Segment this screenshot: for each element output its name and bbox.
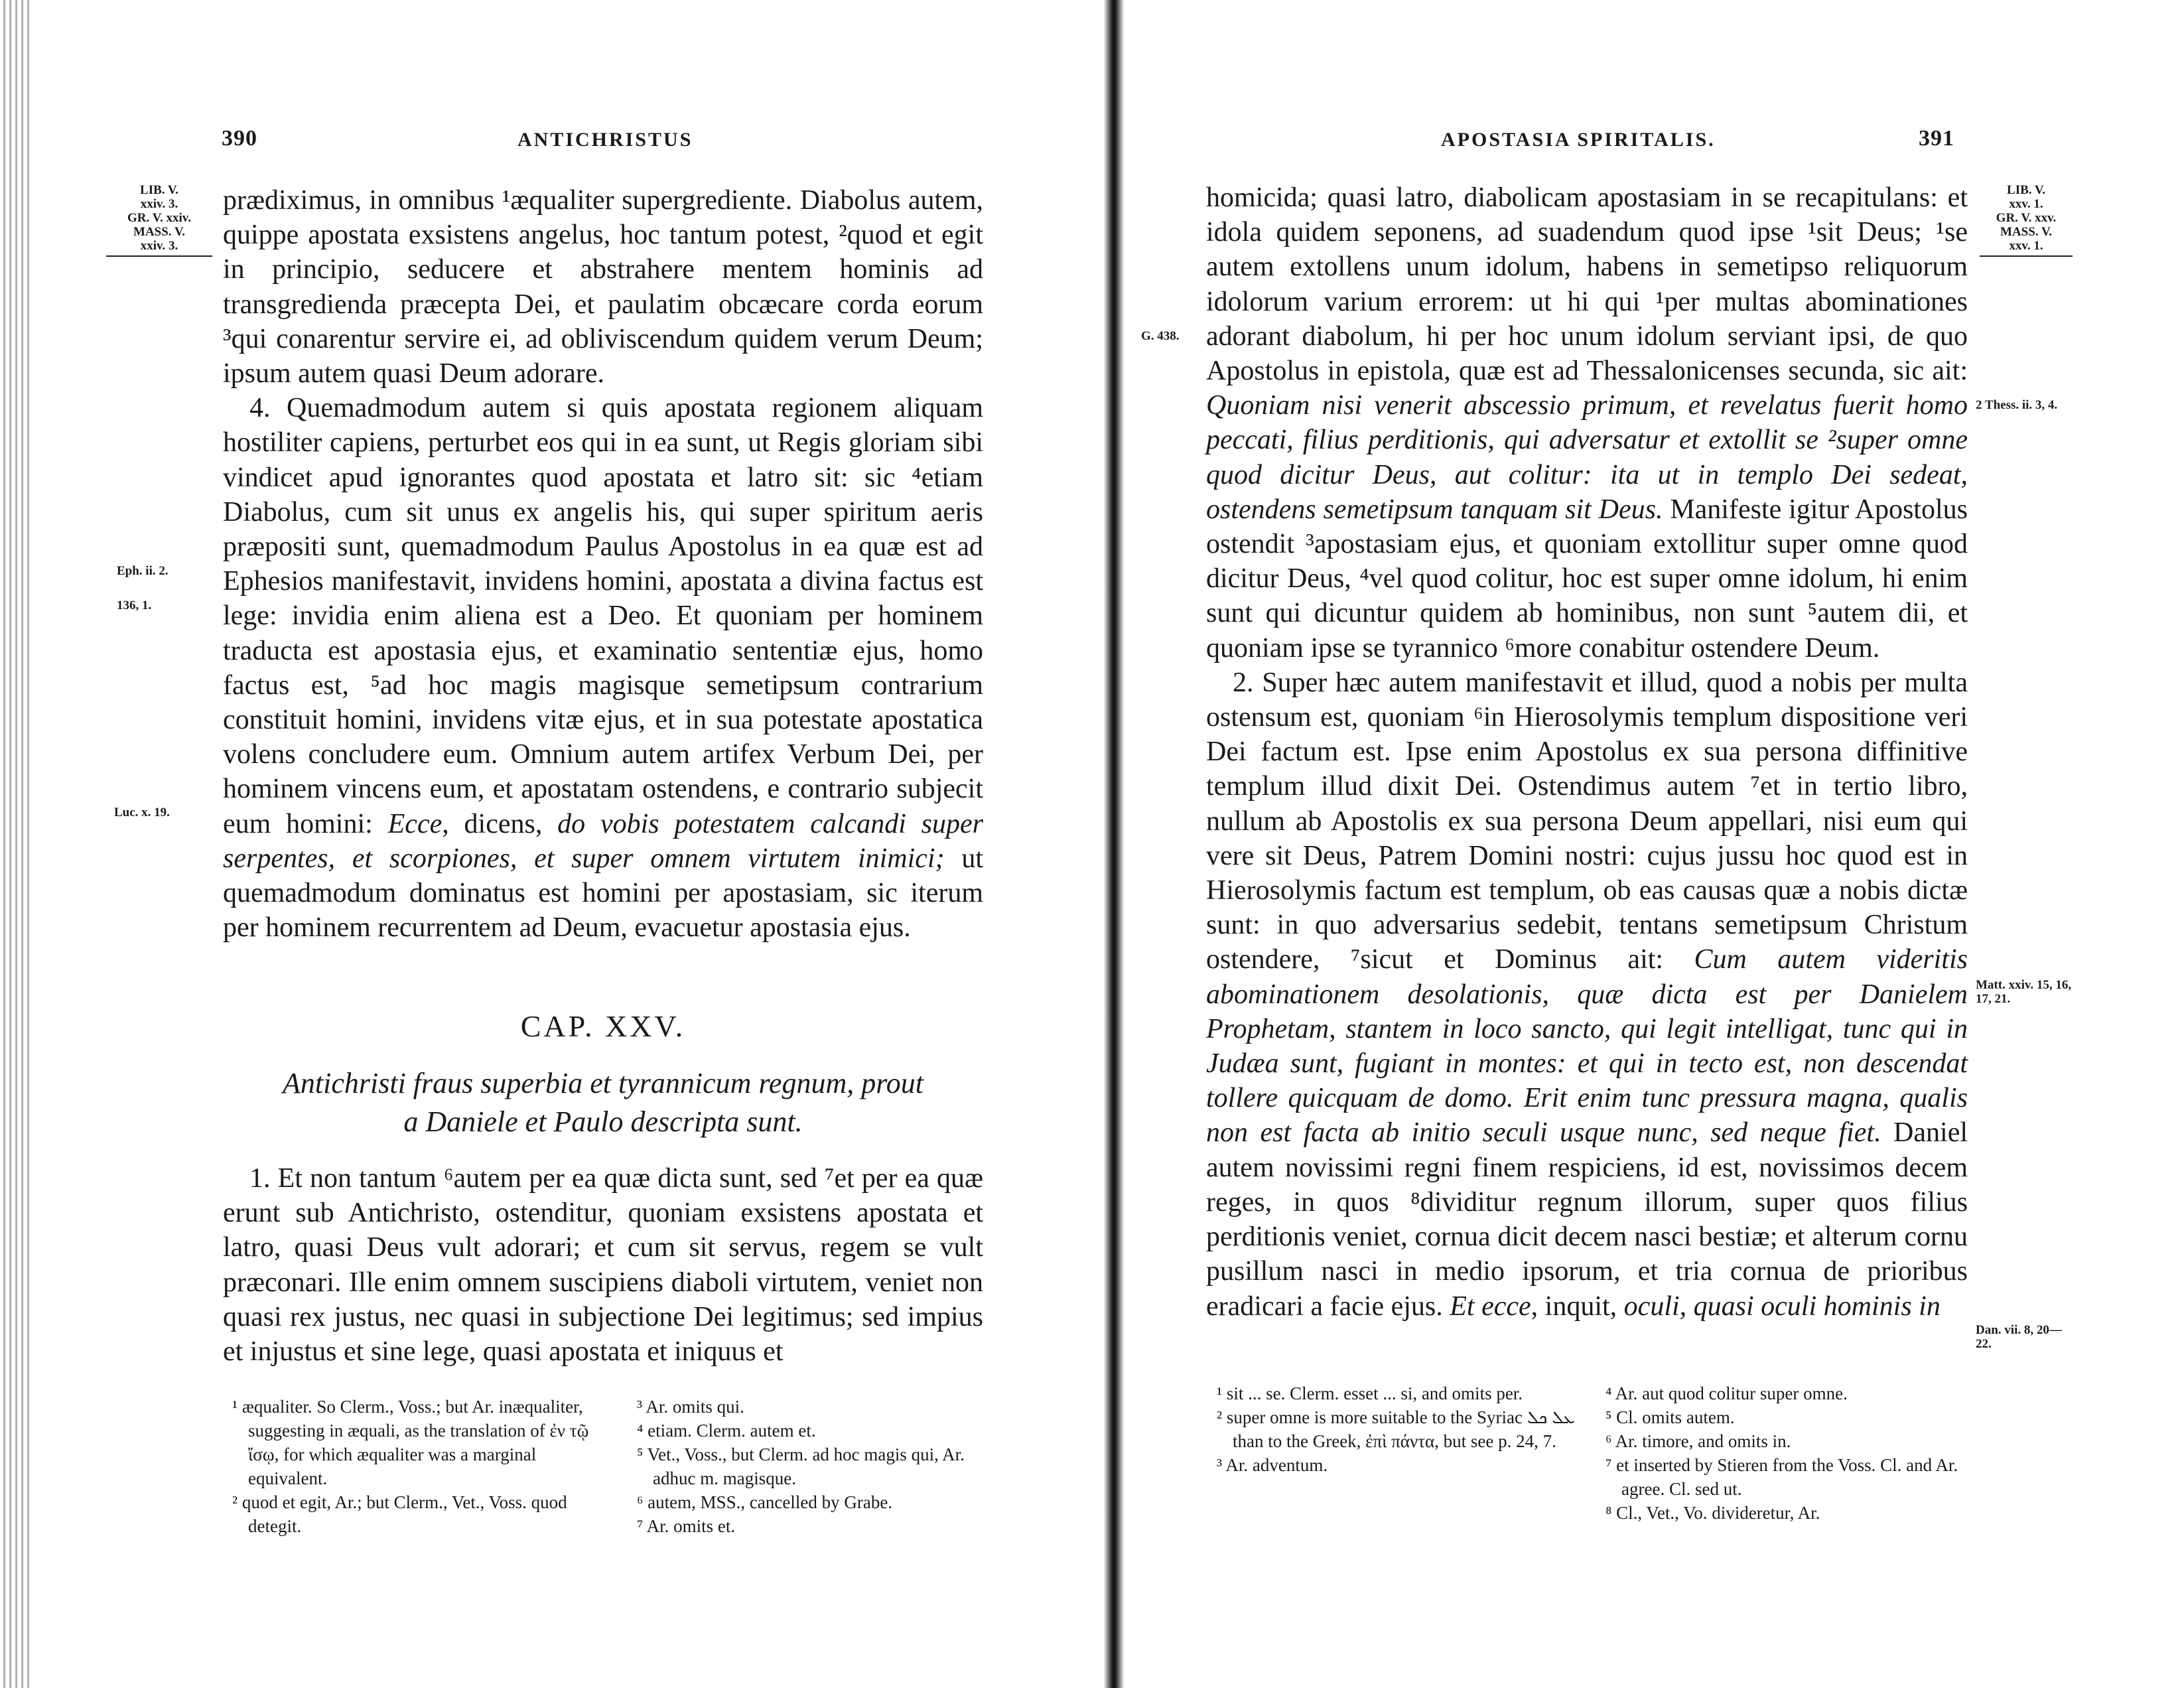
margin-note: LIB. V. [140, 183, 178, 197]
margin-note-grabe-page: G. 438. [1141, 329, 1180, 343]
page-edge-left [0, 0, 29, 1688]
right-body-text [1206, 180, 1968, 1324]
book-gutter [1104, 0, 1124, 1688]
margin-rule [1980, 255, 2073, 257]
margin-note: MASS. V. [133, 225, 185, 239]
footnote: ² super omne is more suitable to the Syriac ܥܠ ܟܠ than to the Greek, ἐπὶ πάντα, but see p. 24, 7. [1217, 1407, 1575, 1451]
paragraph: homicida; quasi latro, diabolicam apostasiam in se recapitulans: et idola quidem seponens, ad suadendum quod ipse ¹sit Deus; ¹se autem extollens unum idolum, habens in semetipso reliquorum idolorum varium errorem: ut hi qui ¹per multas abominationes adorant diabolum, hi per hoc unum idolum serviant ipsi, de quo Apostolus in epistola, quæ est ad Thessalonicenses secunda, sic ait: Quoniam nisi venerit abscessio primum, et revelatus fuerit homo peccati, filius perditionis, qui adversatur et extollit se ²super omne quod dicitur Deus, aut colitur: ita ut in templo Dei sedeat, ostendens semetipsum tanquam sit Deus. Manifeste igitur Apostolus ostendit ³apostasiam ejus, et quoniam extollitur super omne quod dicitur Deus, ⁴vel quod colitur, hoc est super omne idolum, hi enim sunt qui dicuntur quidem ab hominibus, non sunt ⁵autem dii, et quoniam ipse se tyrannico ⁶more conabitur ostendere Deum. [1206, 182, 1968, 664]
margin-note-dan: Dan. vii. 8, 20—22. [1976, 1323, 2062, 1351]
footnote: ¹ sit ... se. Clerm. esset ... si, and omits per. [1217, 1383, 1523, 1403]
footnote: ⁶ Ar. timore, and omits in. [1605, 1431, 1791, 1451]
margin-note: MASS. V. [2000, 225, 2052, 239]
chapter-subtitle: Antichristi fraus superbia et tyrannicum regnum, prout a Daniele et Paulo descripta sunt. [283, 1067, 923, 1138]
footnote: ² quod et egit, Ar.; but Clerm., Vet., Voss. quod detegit. [232, 1492, 567, 1536]
footnotes-left-col2 [637, 1395, 982, 1538]
margin-ref-block-right [1980, 183, 2073, 257]
chapter-heading: CAP. XXV. [520, 1009, 686, 1043]
margin-note: GR. V. xxv. [1996, 211, 2057, 225]
paragraph: 2. Super hæc autem manifestavit et illud, quod a nobis per multa ostensum est, quoniam ⁶in Hierosolymis templum dispositione veri Dei factum est. Ipse enim Apostolus ex sua persona diffinitive templum illud dixit Dei. Ostendimus autem ⁷et in tertio libro, nullum ab Apostolis ex sua persona Deum appellari, nisi eum qui vere sit Deus, Patrem Domini nostri: cujus jussu hoc quod est in Hierosolymis factum est templum, ob eas causas quæ a nobis dictæ sunt: in quo adversarius sedebit, tentans semetipsum Christum ostendere, ⁷sicut et Dominus ait: Cum autem videritis abominationem desolationis, quæ dicta est per Danielem Prophetam, stantem in loco sancto, qui legit intelligat, tunc qui in Judæa sunt, fugiant in montes: et qui in tecto est, non descendat tollere quicquam de domo. Erit enim tunc pressura magna, qualis non est facta ab initio seculi usque nunc, sed neque fiet. Daniel autem novissimi regni finem respiciens, id est, novissimos decem reges, in quos ⁸dividitur regnum illorum, super quos filius perditionis veniet, cornua dicit decem nasci bestiæ; et alterum cornu pusillum nasci in medio ipsorum, et tria cornua de prioribus eradicari a facie ejus. Et ecce, inquit, oculi, quasi oculi hominis in [1206, 667, 1968, 1322]
margin-note: xxiv. 3. [140, 197, 178, 211]
footnote: ⁷ Ar. omits et. [637, 1516, 736, 1536]
footnotes-left-col1 [232, 1395, 590, 1538]
margin-note: xxv. 1. [2009, 197, 2043, 211]
margin-note-matt: Matt. xxiv. 15, 16, 17, 21. [1976, 978, 2072, 1006]
left-body-text-2 [223, 1161, 983, 1369]
footnote: ⁶ autem, MSS., cancelled by Grabe. [637, 1492, 893, 1512]
paragraph: prædiximus, in omnibus ¹æqualiter supergrediente. Diabolus autem, quippe apostata exsistens angelus, hoc tantum potest, ²quod et egit in principio, seducere et abstrahere mentem hominis ad transgredienda præcepta Dei, et paulatim obcæcare corda eorum ³qui conarentur servire ei, ad obliviscendum quidem verum Deum; ipsum autem quasi Deum adorare. [223, 185, 983, 389]
margin-rule [106, 255, 212, 257]
footnote: ¹ æqualiter. So Clerm., Voss.; but Ar. inæqualiter, suggesting in æquali, as the translation of ἐν τῷ ἴσῳ, for which æqualiter was a marginal equivalent. [232, 1397, 589, 1488]
margin-note: xxiv. 3. [140, 239, 178, 253]
footnote: ⁴ Ar. aut quod colitur super omne. [1605, 1383, 1848, 1403]
footnote: ³ Ar. omits qui. [637, 1397, 744, 1417]
footnote: ³ Ar. adventum. [1217, 1455, 1328, 1475]
footnote: ⁷ et inserted by Stieren from the Voss. Cl. and Ar. agree. Cl. sed ut. [1605, 1455, 1958, 1499]
margin-note: LIB. V. [2007, 183, 2045, 197]
footnote: ⁵ Vet., Voss., but Clerm. ad hoc magis qui, Ar. adhuc m. magisque. [637, 1444, 965, 1488]
margin-note-grabe-page: 136, 1. [117, 598, 152, 612]
margin-note-luc: Luc. x. 19. [114, 806, 170, 819]
running-head-left: ANTICHRISTUS [517, 129, 693, 151]
margin-note: xxv. 1. [2009, 239, 2043, 253]
page-number-left: 390 [222, 126, 257, 151]
margin-note-thess: 2 Thess. ii. 3, 4. [1976, 398, 2058, 412]
footnote: ⁵ Cl. omits autem. [1605, 1407, 1735, 1427]
footnote: ⁴ etiam. Clerm. autem et. [637, 1421, 816, 1441]
page-number-right: 391 [1919, 126, 1954, 151]
footnote: ⁸ Cl., Vet., Vo. divideretur, Ar. [1605, 1503, 1820, 1523]
margin-note-eph: Eph. ii. 2. [117, 564, 169, 578]
paragraph: 4. Quemadmodum autem si quis apostata regionem aliquam hostiliter capiens, perturbet eos qui in ea sunt, ut Regis gloriam sibi vindicet apud ignorantes quod apostata et latro sit: sic ⁴etiam Diabolus, cum sit unus ex angelis his, qui super spiritum aeris præpositi sunt, quemadmodum Paulus Apostolus in ea quæ est ad Ephesios manifestavit, invidens homini, apostata a divina factus est lege: invidia enim aliena est a Deo. Et quoniam per hominem traducta est apostasia ejus, et examinatio sententiæ ejus, homo factus est, ⁵ad hoc magis magisque semetipsum contrarium constituit homini, invidens vitæ ejus, et in sua potestate apostatica volens concludere eum. Omnium autem artifex Verbum Dei, per hominem vincens eum, et apostatam ostendens, e contrario subjecit eum homini: Ecce, dicens, do vobis potestatem calcandi super serpentes, et scorpiones, et super omnem virtutem inimici; ut quemadmodum dominatus est homini per apostasiam, sic iterum per hominem recurrentem ad Deum, evacuetur apostasia ejus. [223, 393, 984, 944]
paragraph: 1. Et non tantum ⁶autem per ea quæ dicta sunt, sed ⁷et per ea quæ erunt sub Antichristo, ostenditur, quoniam exsistens apostata et latro, quasi Deus vult adorari; et cum sit servus, regem se vult præconari. Ille enim omnem suscipiens diaboli virtutem, veniet non quasi rex justus, nec quasi in subjectione Dei legitimus; sed impius et injustus et sine lege, quasi apostata et iniquus et [223, 1163, 983, 1368]
footnotes-right-col1 [1217, 1381, 1575, 1477]
left-body-text [223, 183, 983, 945]
margin-note: GR. V. xxiv. [127, 211, 191, 225]
running-head-right: APOSTASIA SPIRITALIS. [1441, 129, 1716, 151]
margin-ref-block-left [106, 183, 212, 257]
footnotes-right-col2 [1605, 1381, 1977, 1525]
